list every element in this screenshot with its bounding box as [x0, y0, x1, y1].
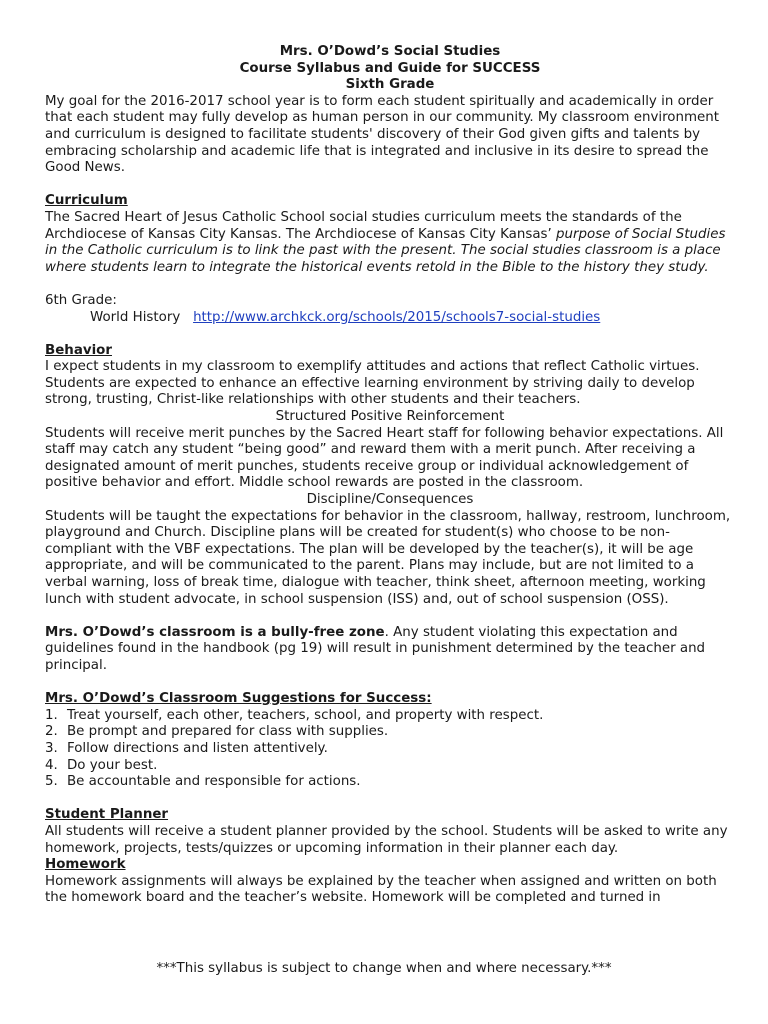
list-item: 1. Treat yourself, each other, teachers, school, and property with respect. — [45, 707, 544, 723]
discipline-subheading: Discipline/Consequences — [306, 492, 474, 508]
course-label: World History — [90, 309, 181, 325]
planner-paragraph: All students will receive a student planner provided by the school. Students will be asked to write any homework, projects, tests/quizzes or upcoming information in their planner each day. — [45, 823, 728, 856]
list-item: 2. Be prompt and prepared for class with supplies. — [45, 724, 389, 740]
curriculum-text: The Sacred Heart of Jesus Catholic School social studies curriculum meets the standards of the Archdiocese of Kansas City Kansas. The Archdiocese of Kansas City Kansas’ — [45, 209, 682, 242]
homework-paragraph: Homework assignments will always be explained by the teacher when assigned and written on both the homework board and the teacher’s website. Homework will be completed and turned in — [45, 873, 717, 906]
syllabus-footer-note: ***This syllabus is subject to change when and where necessary.*** — [156, 961, 612, 976]
curriculum-heading: Curriculum — [45, 193, 128, 209]
bully-free-text: . Any student violating this expectation and guidelines found in the handbook (pg 19) will result in punishment determined by the teacher and principal. — [45, 624, 706, 673]
curriculum-paragraph — [45, 210, 735, 276]
grade-label: 6th Grade: — [45, 292, 117, 308]
curriculum-link[interactable]: http://www.archkck.org/schools/2015/schools7-social-studies — [193, 309, 601, 325]
curriculum-purpose-text: purpose of Social Studies in the Catholic curriculum is to link the past with the present. The social studies classroom is a place where students learn to integrate the historical events retold in the Bible to the history they study. — [45, 226, 726, 275]
bully-free-paragraph — [45, 625, 735, 675]
behavior-heading: Behavior — [45, 342, 112, 358]
suggestions-list — [45, 708, 735, 791]
syllabus-page — [45, 44, 735, 907]
doc-title-line-2: Course Syllabus and Guide for SUCCESS — [239, 60, 541, 76]
list-item: 3. Follow directions and listen attentively. — [45, 740, 328, 756]
list-item: 4. Do your best. — [45, 757, 158, 773]
discipline-paragraph: Students will be taught the expectations for behavior in the classroom, hallway, restroom, lunchroom, playground and Church. Discipline plans will be created for student(s) who choose to be non-compliant with the VBF expectations. The plan will be developed by the teacher(s), it will be age appropriate, and will be communicated to the parent. Plans may include, but are not limited to a verbal warning, loss of break time, dialogue with teacher, think sheet, afternoon meeting, working lunch with student advocate, in school suspension (ISS) and, out of school suspension (OSS). — [45, 508, 731, 607]
suggestions-heading: Mrs. O’Dowd’s Classroom Suggestions for Success: — [45, 691, 432, 707]
list-item: 5. Be accountable and responsible for actions. — [45, 774, 361, 790]
doc-title-line-1: Mrs. O’Dowd’s Social Studies — [279, 44, 501, 59]
bully-free-statement: Mrs. O’Dowd’s classroom is a bully-free zone — [45, 624, 385, 640]
planner-heading: Student Planner — [45, 807, 169, 823]
doc-title-line-3: Sixth Grade — [345, 77, 435, 93]
behavior-paragraph: I expect students in my classroom to exemplify attitudes and actions that reflect Catholic virtues. Students are expected to enhance an effective learning environment by striving daily to develop strong, trusting, Christ-like relationships with other students and their teachers. — [45, 359, 700, 408]
reinforcement-subheading: Structured Positive Reinforcement — [275, 409, 505, 425]
intro-paragraph: My goal for the 2016-2017 school year is to form each student spiritually and academically in order that each student may fully develop as human person in our community. My classroom environment and curriculum is designed to facilitate students' discovery of their God given gifts and talents by embracing scholarship and academic life that is integrated and inclusive in its desire to spread the Good News. — [45, 93, 720, 176]
course-row — [45, 310, 735, 327]
homework-heading: Homework — [45, 857, 126, 873]
reinforcement-paragraph: Students will receive merit punches by the Sacred Heart staff for following behavior expectations. All staff may catch any student “being good” and reward them with a merit punch. After receiving a designated amount of merit punches, students receive group or individual acknowledgement of positive behavior and effort. Middle school rewards are posted in the classroom. — [45, 425, 724, 491]
